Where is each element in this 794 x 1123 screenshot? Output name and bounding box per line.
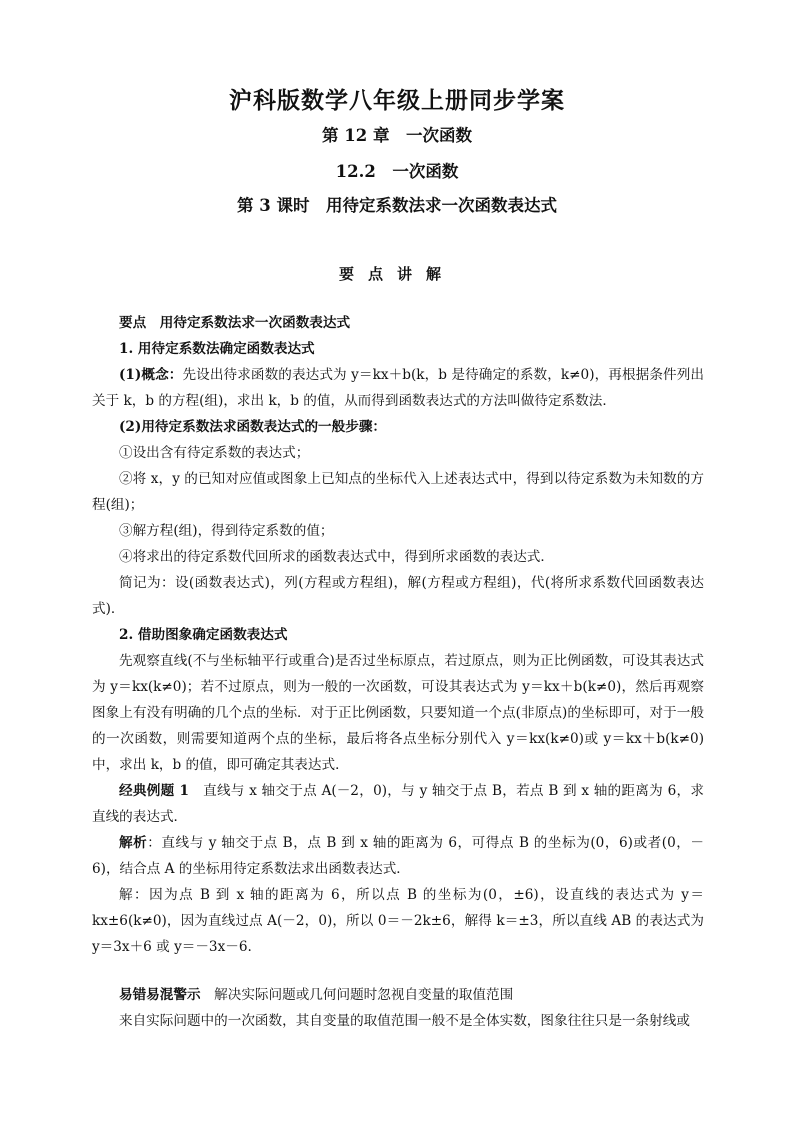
lesson-title: 第 3 课时 用待定系数法求一次函数表达式 bbox=[237, 196, 557, 215]
analysis-text: ：直线与 y 轴交于点 B，点 B 到 x 轴的距离为 6，可得点 B 的坐标为(0，6)或者(0，－6)，结合点 A 的坐标用待定系数法求出函数表达式． bbox=[92, 835, 704, 877]
step-3: ③解方程(组)，得到待定系数的值； bbox=[119, 523, 334, 539]
concept-paragraph bbox=[92, 362, 704, 414]
step-2: ②将 x，y 的已知对应值或图象上已知点的坐标代入上述表达式中，得到以待定系数为未知数的方程(组)； bbox=[92, 471, 704, 513]
concept-label: (1)概念： bbox=[119, 367, 183, 383]
warning-paragraph bbox=[92, 982, 704, 1008]
step-1: ①设出含有待定系数的表达式； bbox=[119, 445, 310, 461]
analysis-paragraph bbox=[92, 830, 704, 882]
summary-paragraph: 简记为：设(函数表达式)，列(方程或方程组)，解(方程或方程组)，代(将所求系数代回函数表达式)． bbox=[92, 575, 704, 617]
last-paragraph: 来自实际问题中的一次函数，其自变量的取值范围一般不是全体实数，图象往往只是一条射线或 bbox=[119, 1013, 690, 1029]
document-title: 沪科版数学八年级上册同步学案 bbox=[229, 87, 565, 114]
solution-paragraph: 解：因为点 B 到 x 轴的距离为 6，所以点 B 的坐标为(0，±6)，设直线的表达式为 y＝kx±6(k≠0)，因为直线过点 A(－2，0)，所以 0＝－2k±6，解得 k＝±3，所以直线 AB 的表达式为 y＝3x＋6 或 y＝－3x－6. bbox=[92, 887, 704, 955]
example-label: 经典例题 1 bbox=[119, 783, 189, 799]
section-heading: 要点讲解 bbox=[338, 265, 455, 283]
subheading-1: 1. 用待定系数法确定函数表达式 bbox=[119, 341, 315, 357]
spacer bbox=[92, 960, 704, 982]
step-4: ④将求出的待定系数代回所求的函数表达式中，得到所求函数的表达式． bbox=[119, 549, 554, 565]
key-point-heading: 要点 用待定系数法求一次函数表达式 bbox=[119, 315, 351, 331]
graph-method-paragraph: 先观察直线(不与坐标轴平行或重合)是否过坐标原点，若过原点，则为正比例函数，可设其表达式为 y＝kx(k≠0)；若不过原点，则为一般的一次函数，可设其表达式为 y＝kx＋b(k≠0)，然后再观察图象上有没有明确的几个点的坐标．对于正比例函数，只要知道一个点(非原点)的坐标即可，对于一般的一次函数，则需要知道两个点的坐标，最后将各点坐标分别代入 y＝kx(k≠0)或 y＝kx＋b(k≠0)中，求出 k，b 的值，即可确定其表达式． bbox=[92, 653, 704, 773]
section-title: 12.2 一次函数 bbox=[335, 162, 459, 181]
example-text: 直线与 x 轴交于点 A(－2，0)，与 y 轴交于点 B，若点 B 到 x 轴的距离为 6，求直线的表达式． bbox=[92, 783, 704, 825]
document-body bbox=[92, 310, 704, 1034]
concept-text: 先设出待求函数的表达式为 y＝kx＋b(k，b 是待确定的系数，k≠0)，再根据条件列出关于 k，b 的方程(组)，求出 k，b 的值，从而得到函数表达式的方法叫做待定系数法． bbox=[92, 367, 704, 409]
steps-heading: (2)用待定系数法求函数表达式的一般步骤： bbox=[119, 419, 387, 435]
warning-text: 解决实际问题或几何问题时忽视自变量的取值范围 bbox=[200, 987, 514, 1003]
analysis-label: 解析 bbox=[119, 835, 148, 851]
example-paragraph bbox=[92, 778, 704, 830]
chapter-title: 第 12 章 一次函数 bbox=[322, 126, 472, 145]
subheading-2: 2. 借助图象确定函数表达式 bbox=[119, 627, 288, 643]
warning-label: 易错易混警示 bbox=[119, 987, 201, 1003]
